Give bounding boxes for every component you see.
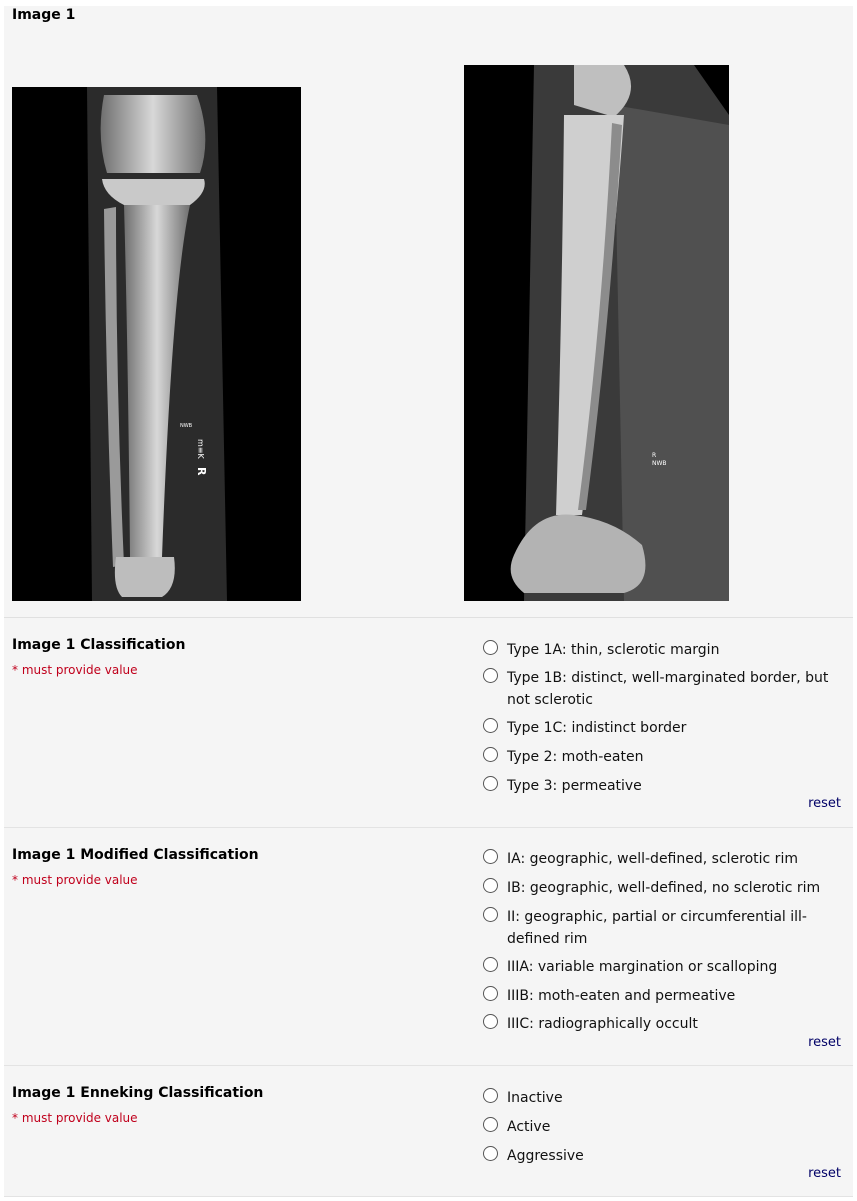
question-enneking-classification — [4, 1066, 853, 1197]
svg-text:NWB: NWB — [180, 423, 193, 429]
radio-option[interactable] — [483, 877, 843, 899]
reset-link[interactable]: reset — [808, 1035, 841, 1050]
option-label[interactable]: II: geographic, partial or circumferential ill-defined rim — [507, 909, 807, 947]
radio-button[interactable] — [483, 907, 498, 922]
radio-option[interactable] — [483, 906, 843, 950]
radio-option[interactable] — [483, 848, 843, 870]
question-classification — [4, 618, 853, 828]
option-label[interactable]: Type 3: permeative — [507, 778, 642, 794]
reset-link[interactable]: reset — [808, 1166, 841, 1181]
radio-option[interactable] — [483, 717, 843, 739]
question-label: Image 1 Enneking Classification — [12, 1085, 264, 1101]
xray-ap-graphic — [12, 87, 301, 601]
radio-option[interactable] — [483, 775, 843, 797]
radio-button[interactable] — [483, 1014, 498, 1029]
option-label[interactable]: IA: geographic, well-defined, sclerotic rim — [507, 851, 798, 867]
option-label[interactable]: IIIC: radiographically occult — [507, 1016, 698, 1032]
radio-option[interactable] — [483, 1013, 843, 1035]
option-label[interactable]: IB: geographic, well-defined, no sclerotic rim — [507, 880, 821, 896]
radio-button[interactable] — [483, 747, 498, 762]
radio-button[interactable] — [483, 776, 498, 791]
option-label[interactable]: Inactive — [507, 1090, 563, 1106]
svg-text:R: R — [652, 452, 657, 459]
xray-image-ap — [12, 87, 301, 601]
radio-option[interactable] — [483, 956, 843, 978]
xray-image-lateral — [464, 65, 729, 601]
image-title: Image 1 — [12, 7, 76, 23]
image-panel — [4, 6, 853, 618]
option-label[interactable]: Active — [507, 1119, 551, 1135]
option-label[interactable]: Aggressive — [507, 1148, 584, 1164]
svg-text:m≡K: m≡K — [196, 439, 205, 459]
option-label[interactable]: Type 2: moth-eaten — [507, 749, 644, 765]
option-label[interactable]: Type 1A: thin, sclerotic margin — [507, 642, 720, 658]
radio-button[interactable] — [483, 878, 498, 893]
required-note: * must provide value — [12, 873, 138, 887]
option-label[interactable]: IIIB: moth-eaten and permeative — [507, 988, 736, 1004]
radio-button[interactable] — [483, 986, 498, 1001]
radio-button[interactable] — [483, 957, 498, 972]
svg-text:NWB: NWB — [652, 460, 667, 467]
radio-option[interactable] — [483, 746, 843, 768]
radio-option[interactable] — [483, 1087, 843, 1109]
radio-button[interactable] — [483, 1117, 498, 1132]
radio-button[interactable] — [483, 1146, 498, 1161]
radio-button[interactable] — [483, 640, 498, 655]
svg-text:R: R — [195, 467, 208, 476]
radio-button[interactable] — [483, 718, 498, 733]
required-note: * must provide value — [12, 1111, 138, 1125]
question-modified-classification — [4, 828, 853, 1066]
radio-button[interactable] — [483, 1088, 498, 1103]
option-label[interactable]: Type 1C: indistinct border — [507, 720, 687, 736]
option-label[interactable]: IIIA: variable margination or scalloping — [507, 959, 778, 975]
question-label: Image 1 Modified Classification — [12, 847, 259, 863]
radio-option[interactable] — [483, 985, 843, 1007]
radio-option[interactable] — [483, 1145, 843, 1167]
reset-link[interactable]: reset — [808, 796, 841, 811]
question-label: Image 1 Classification — [12, 637, 186, 653]
required-note: * must provide value — [12, 663, 138, 677]
radio-option[interactable] — [483, 1116, 843, 1138]
option-label[interactable]: Type 1B: distinct, well-marginated border, but not sclerotic — [507, 670, 829, 708]
xray-lateral-graphic — [464, 65, 729, 601]
radio-option[interactable] — [483, 639, 843, 661]
radio-option[interactable] — [483, 667, 843, 711]
radio-button[interactable] — [483, 668, 498, 683]
radio-button[interactable] — [483, 849, 498, 864]
